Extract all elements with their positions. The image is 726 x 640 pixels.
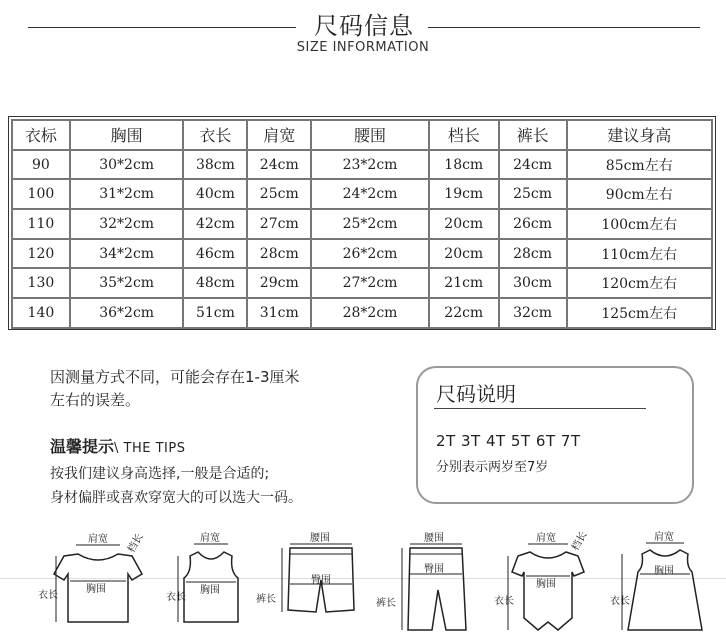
size-table xyxy=(11,119,713,329)
explanation-sizes: 2T 3T 4T 5T 6T 7T xyxy=(436,432,581,450)
explanation-title: 尺码说明 xyxy=(436,382,516,406)
shorts-length-label: 裤长 xyxy=(256,594,276,605)
table-row xyxy=(12,268,712,298)
pants-icon xyxy=(376,526,486,636)
dress-icon xyxy=(610,526,720,636)
col-header: 腰围 xyxy=(311,120,429,150)
table-cell: 48cm xyxy=(183,268,247,298)
table-cell: 22cm xyxy=(429,298,499,328)
size-explanation-box xyxy=(416,366,694,504)
table-cell: 26*2cm xyxy=(311,239,429,269)
shorts-diagram xyxy=(256,526,366,640)
table-cell: 23*2cm xyxy=(311,150,429,180)
table-cell: 36*2cm xyxy=(70,298,184,328)
romper-diagram xyxy=(494,526,604,640)
table-cell: 19cm xyxy=(429,179,499,209)
table-cell: 26cm xyxy=(499,209,567,239)
tips-line: 按我们建议身高选择,一般是合适的; xyxy=(50,466,270,482)
table-cell: 28*2cm xyxy=(311,298,429,328)
table-cell: 20cm xyxy=(429,209,499,239)
dress-length-label: 衣长 xyxy=(610,596,630,607)
table-cell: 29cm xyxy=(247,268,311,298)
tshirt-diagram xyxy=(30,526,160,640)
vest-icon xyxy=(166,526,256,636)
table-row xyxy=(12,150,712,180)
tshirt-icon xyxy=(30,526,160,636)
romper-icon xyxy=(494,526,604,636)
table-cell: 20cm xyxy=(429,239,499,269)
col-header: 肩宽 xyxy=(247,120,311,150)
explanation-rule xyxy=(434,408,646,409)
table-cell: 51cm xyxy=(183,298,247,328)
table-cell: 100 xyxy=(12,179,70,209)
header-rule-left xyxy=(28,27,296,28)
table-cell: 31*2cm xyxy=(70,179,184,209)
shorts-waist-label: 腰围 xyxy=(310,533,330,544)
note-line: 因测量方式不同，可能会存在1-3厘米 xyxy=(50,368,300,386)
table-cell: 32cm xyxy=(499,298,567,328)
table-cell: 25cm xyxy=(499,179,567,209)
table-row xyxy=(12,298,712,328)
page-title: 尺码信息 xyxy=(314,12,414,40)
vest-shoulder-label: 肩宽 xyxy=(200,533,220,544)
table-cell: 18cm xyxy=(429,150,499,180)
table-cell: 31cm xyxy=(247,298,311,328)
col-header: 裤长 xyxy=(499,120,567,150)
page-subtitle: SIZE INFORMATION xyxy=(296,40,430,55)
vest-chest-label: 胸围 xyxy=(200,585,220,596)
tips-text xyxy=(50,462,390,510)
pants-diagram xyxy=(376,526,486,640)
table-cell: 120 xyxy=(12,239,70,269)
vest-diagram xyxy=(166,526,256,640)
tshirt-length-label: 衣长 xyxy=(38,590,58,601)
table-cell: 28cm xyxy=(499,239,567,269)
table-cell: 38cm xyxy=(183,150,247,180)
table-row xyxy=(12,209,712,239)
garment-diagrams xyxy=(0,526,726,636)
page-header xyxy=(0,0,726,70)
table-cell: 35*2cm xyxy=(70,268,184,298)
tshirt-sleeve-label: 档长 xyxy=(126,531,146,555)
col-header: 衣长 xyxy=(183,120,247,150)
table-cell: 30cm xyxy=(499,268,567,298)
shorts-icon xyxy=(256,526,366,636)
table-cell: 34*2cm xyxy=(70,239,184,269)
table-cell: 110cm左右 xyxy=(567,239,713,269)
tips-line: 身材偏胖或喜欢穿宽大的可以选大一码。 xyxy=(50,490,302,506)
table-cell: 125cm左右 xyxy=(567,298,713,328)
table-cell: 120cm左右 xyxy=(567,268,713,298)
col-header: 档长 xyxy=(429,120,499,150)
tshirt-shoulder-label: 肩宽 xyxy=(88,534,108,545)
col-header: 衣标 xyxy=(12,120,70,150)
note-line: 左右的误差。 xyxy=(50,391,141,409)
table-cell: 40cm xyxy=(183,179,247,209)
table-cell: 130 xyxy=(12,268,70,298)
dress-diagram xyxy=(610,526,720,640)
pants-length-label: 裤长 xyxy=(376,598,396,609)
table-cell: 140 xyxy=(12,298,70,328)
table-cell: 42cm xyxy=(183,209,247,239)
tshirt-chest-label: 胸围 xyxy=(86,584,106,595)
romper-shoulder-label: 肩宽 xyxy=(536,533,556,544)
table-cell: 85cm左右 xyxy=(567,150,713,180)
table-cell: 32*2cm xyxy=(70,209,184,239)
table-cell: 90 xyxy=(12,150,70,180)
tips-heading xyxy=(50,434,185,457)
pants-hip-label: 臀围 xyxy=(424,564,444,575)
table-cell: 100cm左右 xyxy=(567,209,713,239)
table-cell: 110 xyxy=(12,209,70,239)
table-cell: 24cm xyxy=(247,150,311,180)
table-cell: 46cm xyxy=(183,239,247,269)
tips-title-en: \ THE TIPS xyxy=(114,441,186,456)
table-cell: 21cm xyxy=(429,268,499,298)
table-cell: 25*2cm xyxy=(311,209,429,239)
romper-sleeve-label: 档长 xyxy=(570,529,590,553)
col-header: 建议身高 xyxy=(567,120,713,150)
dress-shoulder-label: 肩宽 xyxy=(654,532,674,543)
romper-chest-label: 胸围 xyxy=(536,579,556,590)
table-row xyxy=(12,179,712,209)
tips-title: 温馨提示 xyxy=(50,437,115,456)
table-cell: 30*2cm xyxy=(70,150,184,180)
table-cell: 27cm xyxy=(247,209,311,239)
col-header: 胸围 xyxy=(70,120,184,150)
table-cell: 25cm xyxy=(247,179,311,209)
pants-waist-label: 腰围 xyxy=(424,533,444,544)
table-cell: 24cm xyxy=(499,150,567,180)
header-rule-right xyxy=(428,27,700,28)
table-header-row xyxy=(12,120,712,150)
romper-length-label: 衣长 xyxy=(494,596,514,607)
explanation-desc: 分别表示两岁至7岁 xyxy=(436,460,549,475)
table-cell: 27*2cm xyxy=(311,268,429,298)
table-row xyxy=(12,239,712,269)
table-cell: 24*2cm xyxy=(311,179,429,209)
measurement-note xyxy=(50,366,390,412)
dress-chest-label: 胸围 xyxy=(654,566,674,577)
table-cell: 28cm xyxy=(247,239,311,269)
vest-length-label: 衣长 xyxy=(166,592,186,603)
size-table-frame xyxy=(8,116,716,330)
table-cell: 90cm左右 xyxy=(567,179,713,209)
shorts-hip-label: 臀围 xyxy=(311,575,331,586)
